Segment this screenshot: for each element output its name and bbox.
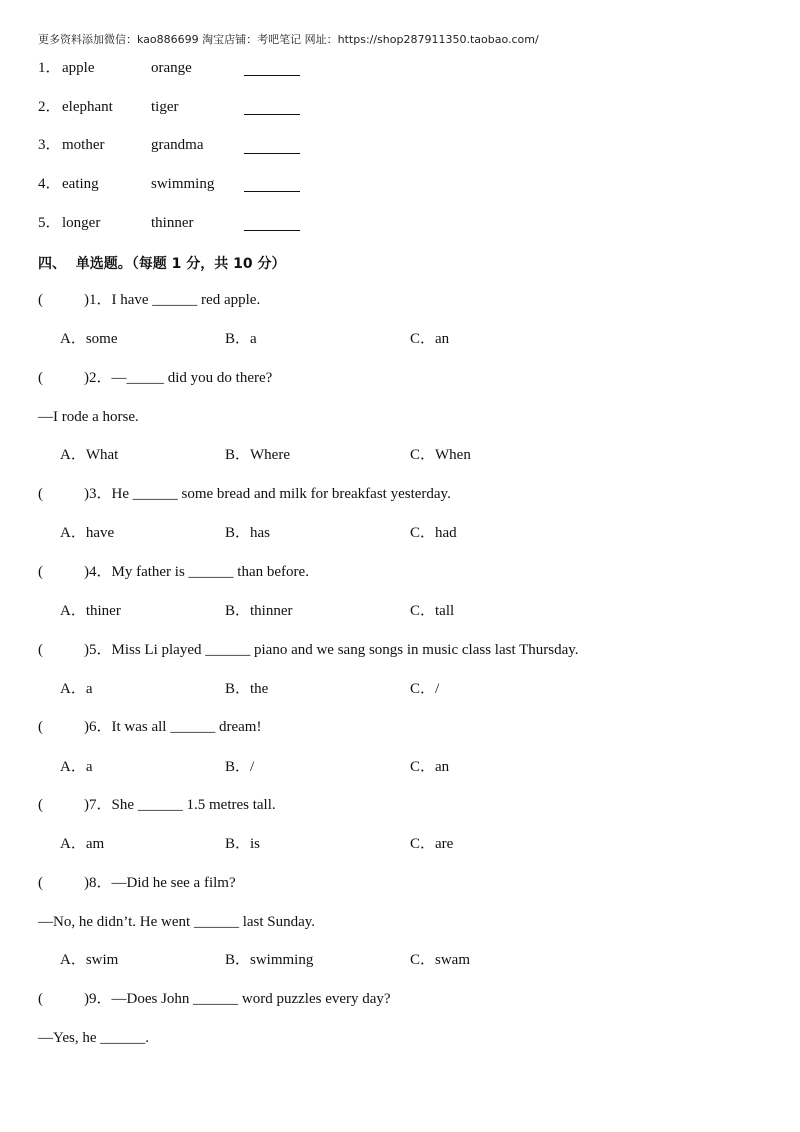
answer-bracket: ( bbox=[38, 292, 43, 308]
option-a: A．some bbox=[60, 331, 118, 347]
answer-bracket: ( bbox=[38, 719, 43, 735]
option-a: A．have bbox=[60, 525, 115, 541]
option-a: A．swim bbox=[60, 952, 119, 968]
pair-word-2: orange bbox=[151, 60, 192, 76]
answer-bracket: ( bbox=[38, 486, 43, 502]
question-text: )7．She ______ 1.5 metres tall. bbox=[84, 797, 276, 813]
answer-bracket: ( bbox=[38, 642, 43, 658]
option-a: A．a bbox=[60, 759, 93, 775]
option-b: B．the bbox=[225, 681, 269, 697]
answer-blank bbox=[244, 191, 300, 192]
pair-number: 1． bbox=[38, 60, 61, 76]
option-c: C．swam bbox=[410, 952, 471, 968]
question-text: )3．He ______ some bread and milk for breakfast yesterday. bbox=[84, 486, 451, 502]
answer-blank bbox=[244, 114, 300, 115]
pair-word-1: longer bbox=[62, 215, 101, 231]
question-text: )8．—Did he see a film? bbox=[84, 875, 236, 891]
pair-word-1: eating bbox=[62, 176, 99, 192]
option-c: C．an bbox=[410, 759, 450, 775]
answer-blank bbox=[244, 153, 300, 154]
answer-bracket: ( bbox=[38, 797, 43, 813]
dialogue-reply: —I rode a horse. bbox=[38, 409, 139, 425]
option-c: C．had bbox=[410, 525, 457, 541]
dialogue-reply: —No, he didn’t. He went ______ last Sunday. bbox=[38, 914, 316, 930]
answer-blank bbox=[244, 230, 300, 231]
pair-word-2: grandma bbox=[151, 137, 204, 153]
option-a: A．thiner bbox=[60, 603, 121, 619]
pair-number: 3． bbox=[38, 137, 61, 153]
question-text: )5．Miss Li played ______ piano and we sang songs in music class last Thursday. bbox=[84, 642, 579, 658]
pair-word-2: tiger bbox=[151, 99, 179, 115]
option-c: C．tall bbox=[410, 603, 455, 619]
answer-blank bbox=[244, 75, 300, 76]
pair-word-1: apple bbox=[62, 60, 95, 76]
option-a: A．What bbox=[60, 447, 119, 463]
pair-word-1: mother bbox=[62, 137, 105, 153]
question-text: )1．I have ______ red apple. bbox=[84, 292, 261, 308]
question-text: )6．It was all ______ dream! bbox=[84, 719, 262, 735]
section-title: 四、 单选题。（每题 1 分，共 10 分） bbox=[38, 256, 286, 272]
option-b: B．thinner bbox=[225, 603, 293, 619]
option-a: A．am bbox=[60, 836, 105, 852]
option-b: B．is bbox=[225, 836, 261, 852]
page-header-info: 更多资料添加微信：kao886699 淘宝店铺：考吧笔记 网址：https://shop287911350.taobao.com/ bbox=[38, 33, 539, 46]
option-b: B．/ bbox=[225, 759, 255, 775]
option-b: B．swimming bbox=[225, 952, 314, 968]
option-b: B．has bbox=[225, 525, 271, 541]
option-b: B．Where bbox=[225, 447, 290, 463]
option-c: C．When bbox=[410, 447, 471, 463]
option-c: C．/ bbox=[410, 681, 440, 697]
option-b: B．a bbox=[225, 331, 257, 347]
question-text: )4．My father is ______ than before. bbox=[84, 564, 309, 580]
pair-number: 5． bbox=[38, 215, 61, 231]
option-c: C．an bbox=[410, 331, 450, 347]
answer-bracket: ( bbox=[38, 564, 43, 580]
pair-word-2: thinner bbox=[151, 215, 194, 231]
answer-bracket: ( bbox=[38, 370, 43, 386]
pair-word-1: elephant bbox=[62, 99, 113, 115]
pair-word-2: swimming bbox=[151, 176, 215, 192]
option-a: A．a bbox=[60, 681, 93, 697]
question-text: )9．—Does John ______ word puzzles every day? bbox=[84, 991, 391, 1007]
answer-bracket: ( bbox=[38, 875, 43, 891]
answer-bracket: ( bbox=[38, 991, 43, 1007]
pair-number: 2． bbox=[38, 99, 61, 115]
option-c: C．are bbox=[410, 836, 454, 852]
question-text: )2．—_____ did you do there? bbox=[84, 370, 273, 386]
dialogue-reply: —Yes, he ______. bbox=[38, 1030, 149, 1046]
pair-number: 4． bbox=[38, 176, 61, 192]
